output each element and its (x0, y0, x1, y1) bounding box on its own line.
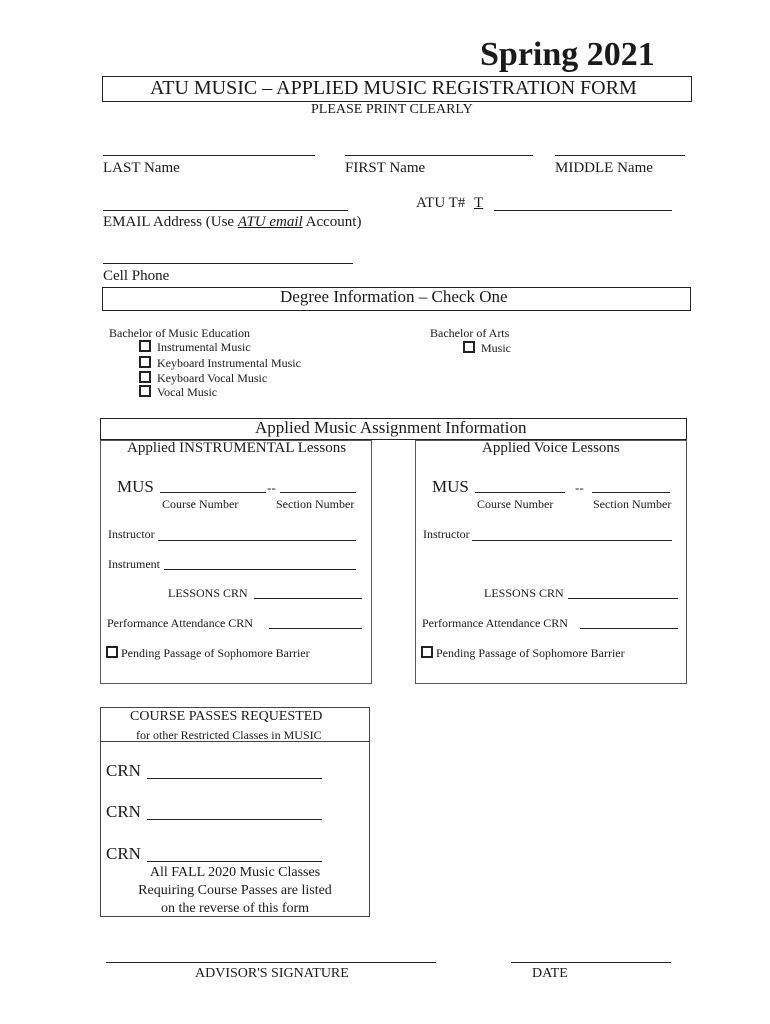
assignment-heading: Applied Music Assignment Information (255, 418, 527, 437)
option-label: Keyboard Vocal Music (157, 371, 268, 385)
voice-section-number-label: Section Number (593, 497, 672, 511)
cell-phone-line[interactable] (103, 263, 353, 264)
bme-option-keyboard-instrumental[interactable] (139, 356, 301, 371)
option-label: Music (481, 341, 511, 355)
email-label (103, 214, 361, 231)
term-heading: Spring 2021 (480, 36, 655, 73)
middle-name-line[interactable] (555, 155, 685, 156)
instrumental-lessons-crn-line[interactable] (254, 598, 362, 599)
last-name-label: LAST Name (103, 160, 180, 176)
crn-line-2[interactable] (147, 819, 322, 820)
date-label: DATE (532, 966, 568, 981)
instrumental-performance-crn-label: Performance Attendance CRN (107, 616, 253, 630)
bme-option-keyboard-vocal[interactable] (139, 371, 267, 386)
advisor-signature-line[interactable] (106, 962, 436, 963)
crn-label-2: CRN (106, 802, 141, 821)
instrumental-instructor-line[interactable] (158, 540, 356, 541)
instrumental-section-number-line[interactable] (280, 492, 356, 493)
voice-dash: -- (575, 480, 584, 495)
crn-label-3: CRN (106, 844, 141, 863)
crn-line-3[interactable] (147, 861, 322, 862)
checkbox-icon[interactable] (139, 371, 151, 383)
voice-course-number-line[interactable] (475, 492, 565, 493)
instrumental-lessons-crn-label: LESSONS CRN (168, 586, 248, 600)
voice-performance-crn-line[interactable] (580, 628, 678, 629)
checkbox-icon[interactable] (421, 646, 433, 658)
voice-section-number-line[interactable] (592, 492, 670, 493)
crn-line-1[interactable] (147, 778, 322, 779)
email-line[interactable] (103, 210, 348, 211)
instrumental-instructor-label: Instructor (108, 527, 155, 541)
voice-pending-option[interactable] (421, 646, 625, 661)
instrumental-instrument-label: Instrument (108, 557, 160, 571)
bme-option-vocal[interactable] (139, 385, 217, 400)
course-passes-subtitle: for other Restricted Classes in MUSIC (136, 728, 322, 742)
voice-performance-crn-label: Performance Attendance CRN (422, 616, 568, 630)
advisor-signature-label: ADVISOR'S SIGNATURE (195, 966, 349, 981)
instrumental-title: Applied INSTRUMENTAL Lessons (127, 440, 347, 456)
voice-instructor-line[interactable] (472, 540, 672, 541)
atu-t-prefix: T (474, 195, 484, 211)
course-passes-note (100, 864, 370, 918)
note-line: Requiring Course Passes are listed (138, 883, 332, 898)
instrumental-course-number-label: Course Number (162, 497, 239, 511)
checkbox-icon[interactable] (139, 340, 151, 352)
checkbox-icon[interactable] (139, 385, 151, 397)
pending-label: Pending Passage of Sophomore Barrier (436, 646, 625, 660)
note-line: All FALL 2020 Music Classes (149, 865, 321, 880)
checkbox-icon[interactable] (463, 341, 475, 353)
instrumental-dash: -- (267, 480, 276, 495)
instrumental-mus-prefix: MUS (117, 477, 154, 496)
voice-lessons-crn-label: LESSONS CRN (484, 586, 564, 600)
instrumental-course-number-line[interactable] (160, 492, 266, 493)
voice-course-number-label: Course Number (477, 497, 554, 511)
email-label-suffix: Account) (302, 214, 362, 230)
instrumental-performance-crn-line[interactable] (269, 628, 362, 629)
first-name-line[interactable] (345, 155, 533, 156)
note-line: on the reverse of this form (160, 901, 310, 916)
date-line[interactable] (511, 962, 671, 963)
middle-name-label: MIDDLE Name (555, 160, 653, 176)
ba-label: Bachelor of Arts (430, 326, 510, 340)
ba-option-music[interactable] (463, 341, 511, 356)
option-label: Keyboard Instrumental Music (157, 356, 301, 370)
voice-mus-prefix: MUS (432, 477, 469, 496)
form-subtitle: PLEASE PRINT CLEARLY (311, 102, 473, 117)
instrumental-pending-option[interactable] (106, 646, 310, 661)
pending-label: Pending Passage of Sophomore Barrier (121, 646, 310, 660)
atu-t-label: ATU T# (416, 195, 466, 211)
cell-phone-label: Cell Phone (103, 268, 170, 284)
degree-heading: Degree Information – Check One (280, 287, 508, 306)
option-label: Vocal Music (157, 385, 218, 399)
checkbox-icon[interactable] (106, 646, 118, 658)
course-passes-title: COURSE PASSES REQUESTED (130, 709, 323, 724)
crn-label-1: CRN (106, 761, 141, 780)
checkbox-icon[interactable] (139, 356, 151, 368)
voice-instructor-label: Instructor (423, 527, 470, 541)
voice-title: Applied Voice Lessons (482, 440, 620, 456)
bme-label: Bachelor of Music Education (109, 326, 250, 340)
instrumental-instrument-line[interactable] (164, 569, 356, 570)
last-name-line[interactable] (103, 155, 315, 156)
email-label-prefix: EMAIL Address (Use (103, 214, 238, 230)
email-label-link: ATU email (237, 214, 303, 230)
atu-t-line[interactable] (494, 210, 672, 211)
instrumental-section-number-label: Section Number (276, 497, 355, 511)
first-name-label: FIRST Name (345, 160, 426, 176)
bme-option-instrumental[interactable] (139, 340, 251, 355)
voice-lessons-crn-line[interactable] (568, 598, 678, 599)
option-label: Instrumental Music (157, 340, 251, 354)
form-title: ATU MUSIC – APPLIED MUSIC REGISTRATION FORM (150, 77, 637, 99)
